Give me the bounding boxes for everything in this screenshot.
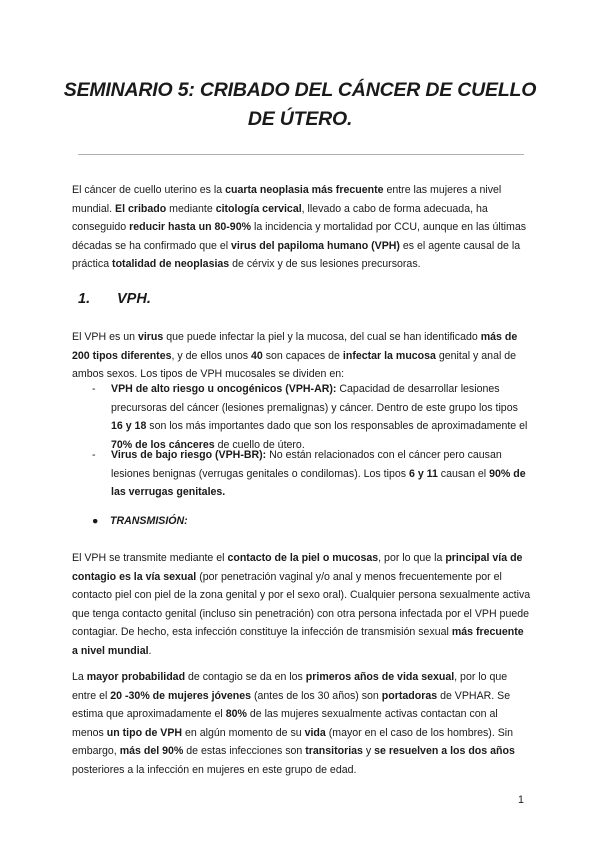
- text-run: , llevado a cabo de forma adecuada, ha conseguido: [72, 202, 488, 234]
- bold-text: totalidad de neoplasias: [112, 258, 230, 271]
- title-divider: [78, 154, 524, 155]
- text-run: , por lo que la: [378, 552, 446, 564]
- bold-text: 40: [251, 349, 263, 362]
- vph-intro-paragraph: [72, 328, 532, 384]
- section-heading-vph: [78, 291, 151, 307]
- text-run: El VPH se transmite mediante el: [72, 552, 228, 564]
- text-run: la incidencia y mortalidad por CCU, aunque en las últimas décadas se ha confirmado que el: [72, 221, 527, 252]
- text-run: .: [148, 644, 152, 657]
- list-item-text: [111, 449, 526, 498]
- page-title: SEMINARIO 5: CRIBADO DEL CÁNCER DE CUELLO DE ÚTERO.: [63, 79, 537, 130]
- bold-text: Virus de bajo riesgo (VPH-BR):: [111, 449, 267, 461]
- text-run: y: [362, 745, 375, 758]
- list-item-low-risk: [92, 446, 532, 502]
- text-run: son capaces de: [262, 349, 343, 362]
- bold-text: cuarta neoplasia más frecuente: [225, 184, 384, 196]
- section-title: VPH.: [117, 291, 151, 307]
- text-run: El cáncer de cuello uterino es la: [72, 184, 226, 196]
- bold-text: virus del papiloma humano (VPH): [231, 239, 400, 252]
- bullet-icon: ●: [92, 515, 99, 527]
- text-run: No están relacionados con el cáncer pero causan lesiones benignas (verrugas genitales o condilomas). Los tipos: [111, 449, 502, 480]
- text-run: son los más importantes dado que son los responsables de aproximadamente el: [146, 420, 528, 433]
- bold-text: portadoras: [381, 689, 438, 702]
- bold-text: 20 -30% de mujeres jóvenes: [110, 689, 252, 702]
- text-run: posteriores a la infección en mujeres en este grupo de edad.: [72, 763, 357, 776]
- bold-text: más frecuente a nivel mundial: [72, 626, 524, 657]
- text-run: (mayor en el caso de los hombres). Sin embargo,: [72, 726, 514, 758]
- bold-text: contacto de la piel o mucosas: [227, 552, 379, 564]
- probability-paragraph: [72, 668, 532, 780]
- text-run: , y de ellos unos: [171, 349, 251, 362]
- text-run: en algún momento de su: [182, 726, 305, 739]
- page-number: 1: [518, 794, 524, 806]
- bold-text: reducir hasta un 80-90%: [129, 221, 252, 234]
- bold-text: transitorias: [305, 745, 363, 758]
- text-run: de cuello de útero.: [214, 438, 305, 451]
- text-run: de las mujeres sexualmente activas contactan con al menos: [72, 708, 498, 739]
- text-run: El VPH es un: [72, 331, 138, 343]
- bold-text: principal vía de contagio es la vía sexual: [72, 552, 523, 583]
- text-run: de estas infecciones son: [183, 745, 306, 758]
- text-run: causan el: [437, 467, 490, 480]
- bold-text: más del 90%: [119, 745, 184, 758]
- list-item-high-risk: [92, 380, 532, 454]
- text-run: genital y anal de ambos sexos. Los tipos de VPH mucosales se dividen en:: [72, 349, 517, 381]
- text-run: de contagio se da en los: [185, 671, 306, 683]
- bold-text: un tipo de VPH: [106, 726, 183, 739]
- text-run: de cérvix y de sus lesiones precursoras.: [229, 258, 421, 271]
- subheading-transmission: [92, 515, 188, 527]
- bold-text: 80%: [225, 708, 247, 721]
- text-run: entre las mujeres a nivel mundial.: [72, 184, 502, 215]
- intro-paragraph: [72, 181, 532, 274]
- bold-text: vida: [304, 726, 326, 739]
- text-run: es el agente causal de la práctica: [72, 239, 521, 271]
- text-run: , por lo que entre el: [72, 671, 508, 702]
- text-run: La: [72, 671, 87, 683]
- transmission-paragraph: [72, 549, 532, 661]
- bold-text: más de 200 tipos diferentes: [72, 331, 518, 362]
- bold-text: VPH de alto riesgo u oncogénicos (VPH-AR):: [111, 383, 337, 395]
- subheading-text: TRANSMISIÓN:: [110, 515, 188, 527]
- bold-text: 6 y 11: [408, 467, 438, 480]
- text-run: (por penetración vaginal y/o anal y menos frecuentemente por el contacto piel con piel de la zona genital y por el sexo oral). Cualquier persona sexualmente activa que tenga contacto genital (incluso sin penetración) con otra persona infectada por el VPH puede contagiar. De hecho, esta infección constituye la infección de transmisión sexual: [72, 570, 531, 639]
- text-run: mediante: [166, 202, 216, 215]
- text-run: Capacidad de desarrollar lesiones precursoras del cáncer (lesiones premalignas) y cáncer. Dentro de este grupo los tipos: [111, 383, 518, 414]
- bold-text: virus: [137, 331, 164, 343]
- bold-text: se resuelven a los dos años: [374, 745, 515, 758]
- bold-text: citología cervical: [215, 202, 302, 215]
- bold-text: El cribado: [115, 202, 167, 215]
- text-run: (antes de los 30 años) son: [251, 689, 382, 702]
- bold-text: primeros años de vida sexual: [305, 671, 455, 683]
- text-run: que puede infectar la piel y la mucosa, del cual se han identificado: [163, 331, 481, 343]
- text-run: de VPHAR. Se estima que aproximadamente el: [72, 689, 511, 721]
- bold-text: mayor probabilidad: [86, 671, 186, 683]
- bold-text: 70% de los cánceres: [111, 438, 215, 451]
- section-number: 1.: [78, 291, 91, 307]
- list-dash: -: [92, 383, 96, 395]
- list-dash: -: [92, 449, 96, 461]
- list-item-text: [111, 383, 527, 451]
- bold-text: 90% de las verrugas genitales.: [111, 467, 526, 499]
- bold-text: 16 y 18: [111, 420, 147, 433]
- bold-text: infectar la mucosa: [342, 349, 436, 362]
